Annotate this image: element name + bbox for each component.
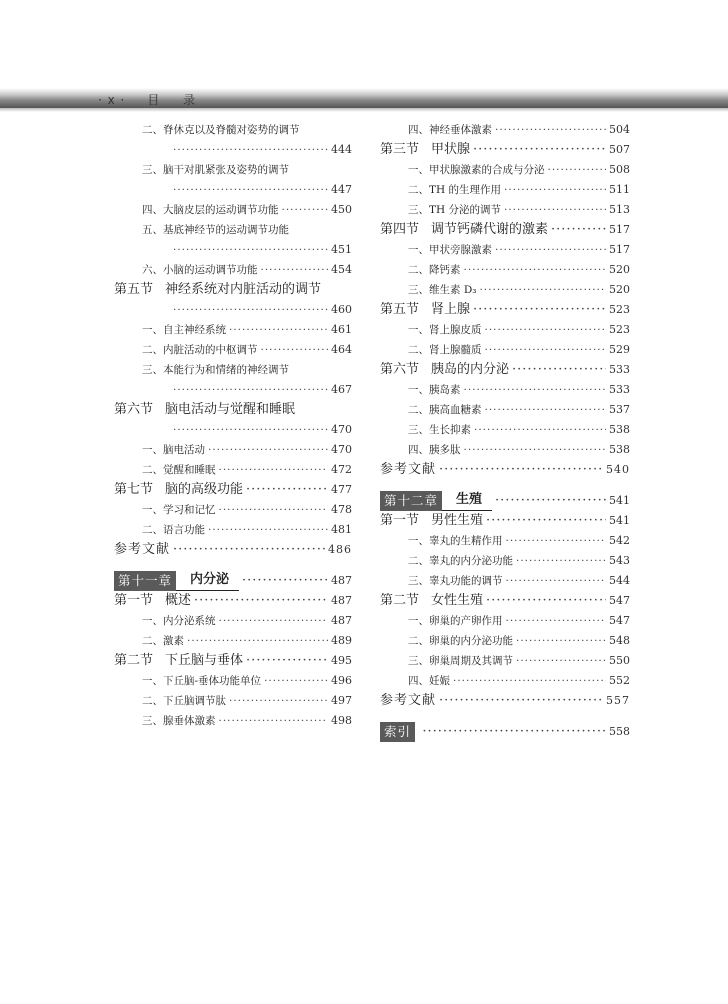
toc-entry-sec[interactable] xyxy=(380,140,630,160)
header-shadow xyxy=(0,108,728,112)
toc-entry-cont[interactable] xyxy=(114,240,352,260)
entry-title: 三、本能行为和情绪的神经调节 xyxy=(142,364,289,376)
section-title: 女性生殖 xyxy=(431,593,484,608)
toc-entry-sub[interactable] xyxy=(380,320,630,340)
entry-title: 参考文献 xyxy=(114,542,171,557)
section-number: 第二节 xyxy=(114,653,154,668)
page-ref: 533 xyxy=(609,383,630,396)
leader-dots xyxy=(464,440,607,460)
toc-entry-sub[interactable] xyxy=(114,611,352,631)
entry-title: 二、激素 xyxy=(142,635,184,647)
entry-title: 三、卵巢周期及其调节 xyxy=(408,655,513,667)
toc-entry-ref[interactable] xyxy=(380,691,630,711)
toc-entry-sub[interactable] xyxy=(380,160,630,180)
section-title: 男性生殖 xyxy=(431,513,484,528)
section-title: 胰岛的内分泌 xyxy=(431,362,510,377)
entry-title: 二、内脏活动的中枢调节 xyxy=(142,344,258,356)
leader-dots xyxy=(479,280,606,300)
toc-entry-sec[interactable] xyxy=(380,300,630,320)
toc-entry-sub[interactable] xyxy=(114,691,352,711)
toc-entry-sub[interactable] xyxy=(114,460,352,480)
section-number: 第六节 xyxy=(114,402,154,417)
entry-title: 三、维生素 D₃ xyxy=(408,284,477,296)
page-ref: 444 xyxy=(331,143,352,156)
entry-title: 四、神经垂体激素 xyxy=(408,124,492,136)
running-header xyxy=(98,91,205,108)
leader-dots xyxy=(548,160,607,180)
section-number: 第一节 xyxy=(114,593,154,608)
page-ref: 507 xyxy=(609,143,630,156)
leader-dots xyxy=(219,711,329,731)
toc-entry-sec[interactable] xyxy=(380,591,630,611)
toc-entry-sub[interactable] xyxy=(114,711,352,731)
toc-entry-sub[interactable] xyxy=(380,611,630,631)
leader-dots xyxy=(506,611,607,631)
chapter-title: 内分泌 xyxy=(176,571,239,591)
leader-dots xyxy=(439,691,603,711)
toc-entry-sub[interactable] xyxy=(380,671,630,691)
page-ref: 504 xyxy=(609,123,630,136)
leader-dots xyxy=(506,571,607,591)
leader-dots xyxy=(173,380,328,400)
toc-entry-sub[interactable] xyxy=(380,260,630,280)
leader-dots xyxy=(208,520,328,540)
entry-title: 二、降钙素 xyxy=(408,264,461,276)
toc-entry-cont[interactable] xyxy=(114,180,352,200)
page-ref: 520 xyxy=(609,263,630,276)
page-ref: 550 xyxy=(609,654,630,667)
page-ref: 517 xyxy=(609,223,630,236)
entry-title: 一、肾上腺皮质 xyxy=(408,324,482,336)
leader-dots xyxy=(464,380,607,400)
entry-title: 一、卵巢的产卵作用 xyxy=(408,615,503,627)
entry-title: 五、基底神经节的运动调节功能 xyxy=(142,224,289,236)
page-ref: 489 xyxy=(331,634,352,647)
section-title: 肾上腺 xyxy=(431,302,471,317)
page-ref: 460 xyxy=(331,303,352,316)
page-ref: 537 xyxy=(609,403,630,416)
toc-entry-sub[interactable] xyxy=(380,440,630,460)
entry-title: 二、脊休克以及脊髓对姿势的调节 xyxy=(142,124,300,136)
toc-entry-cont[interactable] xyxy=(114,380,352,400)
section-title: 脑电活动与觉醒和睡眠 xyxy=(165,402,296,417)
toc-entry-sub[interactable] xyxy=(114,520,352,540)
page-ref: 540 xyxy=(606,463,630,476)
toc-entry-sub[interactable] xyxy=(380,571,630,591)
section-number: 第七节 xyxy=(114,482,154,497)
toc-right-column xyxy=(380,120,630,742)
section-title: 甲状腺 xyxy=(431,142,471,157)
toc-entry-sec[interactable] xyxy=(114,591,352,611)
page-ref: 497 xyxy=(331,694,352,707)
leader-dots xyxy=(485,400,607,420)
leader-dots xyxy=(229,320,328,340)
leader-dots xyxy=(173,540,325,560)
page-ref: 511 xyxy=(609,183,630,196)
section-number: 第二节 xyxy=(380,593,420,608)
leader-dots xyxy=(173,300,328,320)
leader-dots xyxy=(219,460,329,480)
entry-title: 一、甲状腺激素的合成与分泌 xyxy=(408,164,545,176)
page-ref: 472 xyxy=(331,463,352,476)
page-ref: 467 xyxy=(331,383,352,396)
entry-title: 三、腺垂体激素 xyxy=(142,715,216,727)
page-ref: 454 xyxy=(331,263,352,276)
leader-dots xyxy=(504,200,606,220)
page-ref: 541 xyxy=(609,514,630,527)
page-ref: 478 xyxy=(331,503,352,516)
toc-entry-chapter[interactable] xyxy=(380,722,630,742)
entry-title: 三、脑干对肌紧张及姿势的调节 xyxy=(142,164,289,176)
page-ref: 533 xyxy=(609,363,630,376)
toc-entry-sub[interactable] xyxy=(114,340,352,360)
leader-dots xyxy=(439,460,603,480)
entry-title: 二、肾上腺髓质 xyxy=(408,344,482,356)
toc-entry-sub[interactable] xyxy=(114,220,352,240)
leader-dots xyxy=(516,551,606,571)
section-title: 调节钙磷代谢的激素 xyxy=(431,222,549,237)
page-ref: 557 xyxy=(606,694,630,707)
page-ref: 547 xyxy=(609,594,630,607)
page-ref: 451 xyxy=(331,243,352,256)
leader-dots xyxy=(173,180,328,200)
toc-entry-sub[interactable] xyxy=(114,500,352,520)
leader-dots xyxy=(422,722,606,742)
leader-dots xyxy=(486,591,606,611)
leader-dots xyxy=(173,140,328,160)
entry-title: 一、胰岛素 xyxy=(408,384,461,396)
leader-dots xyxy=(516,651,606,671)
toc-entry-sub[interactable] xyxy=(380,551,630,571)
leader-dots xyxy=(464,260,607,280)
leader-dots xyxy=(246,651,328,671)
leader-dots xyxy=(495,491,606,511)
leader-dots xyxy=(282,200,329,220)
entry-title: 二、卵巢的内分泌功能 xyxy=(408,635,513,647)
page-ref: 481 xyxy=(331,523,352,536)
toc-entry-ref[interactable] xyxy=(380,460,630,480)
toc-entry-sub[interactable] xyxy=(114,671,352,691)
page-ref: 495 xyxy=(331,654,352,667)
toc-entry-sub[interactable] xyxy=(380,280,630,300)
toc-entry-chapter[interactable] xyxy=(380,491,630,511)
toc-entry-sub[interactable] xyxy=(114,320,352,340)
toc-entry-sub[interactable] xyxy=(380,340,630,360)
entry-title: 参考文献 xyxy=(380,693,437,708)
toc-entry-sub[interactable] xyxy=(380,240,630,260)
page-ref: 548 xyxy=(609,634,630,647)
toc-entry-sub[interactable] xyxy=(380,380,630,400)
leader-dots xyxy=(453,671,606,691)
leader-dots xyxy=(516,631,606,651)
toc-entry-sub[interactable] xyxy=(380,120,630,140)
toc-entry-sub[interactable] xyxy=(114,440,352,460)
toc-entry-sec[interactable] xyxy=(114,480,352,500)
toc-entry-sec[interactable] xyxy=(380,220,630,240)
entry-title: 四、胰多肽 xyxy=(408,444,461,456)
entry-title: 参考文献 xyxy=(380,462,437,477)
leader-dots xyxy=(504,180,606,200)
page-ref: 558 xyxy=(609,725,630,738)
toc-entry-sub[interactable] xyxy=(380,531,630,551)
toc-left-column xyxy=(114,120,352,731)
leader-dots xyxy=(219,611,329,631)
entry-title: 一、甲状旁腺激素 xyxy=(408,244,492,256)
toc-entry-sub[interactable] xyxy=(114,631,352,651)
section-number: 第三节 xyxy=(380,142,420,157)
entry-title: 二、语言功能 xyxy=(142,524,205,536)
entry-title: 二、下丘脑调节肽 xyxy=(142,695,226,707)
leader-dots xyxy=(261,260,329,280)
toc-entry-sec[interactable] xyxy=(114,651,352,671)
header-title: 目 录 xyxy=(147,93,206,107)
page-number: · x · xyxy=(98,93,126,107)
toc-entry-sub[interactable] xyxy=(380,400,630,420)
page-ref: 542 xyxy=(609,534,630,547)
leader-dots xyxy=(473,300,606,320)
leader-dots xyxy=(474,420,606,440)
section-title: 神经系统对内脏活动的调节 xyxy=(165,282,322,297)
chapter-badge: 第十二章 xyxy=(380,491,442,511)
toc-entry-sub[interactable] xyxy=(114,120,352,140)
leader-dots xyxy=(486,511,606,531)
page-ref: 447 xyxy=(331,183,352,196)
page-ref: 487 xyxy=(331,614,352,627)
section-number: 第一节 xyxy=(380,513,420,528)
page-ref: 523 xyxy=(609,303,630,316)
leader-dots xyxy=(229,691,328,711)
toc-entry-ref[interactable] xyxy=(114,540,352,560)
entry-title: 三、睾丸功能的调节 xyxy=(408,575,503,587)
toc-entry-cont[interactable] xyxy=(114,300,352,320)
entry-title: 四、大脑皮层的运动调节功能 xyxy=(142,204,279,216)
leader-dots xyxy=(173,420,328,440)
entry-title: 一、脑电活动 xyxy=(142,444,205,456)
leader-dots xyxy=(473,140,606,160)
page-ref: 487 xyxy=(331,594,352,607)
page-ref: 544 xyxy=(609,574,630,587)
toc-entry-sec[interactable] xyxy=(380,511,630,531)
entry-title: 二、睾丸的内分泌功能 xyxy=(408,555,513,567)
entry-title: 一、学习和记忆 xyxy=(142,504,216,516)
section-title: 概述 xyxy=(165,593,192,608)
leader-dots xyxy=(512,360,606,380)
entry-title: 一、内分泌系统 xyxy=(142,615,216,627)
page-ref: 520 xyxy=(609,283,630,296)
section-number: 第五节 xyxy=(114,282,154,297)
page-ref: 486 xyxy=(328,543,352,556)
toc-entry-sub[interactable] xyxy=(380,631,630,651)
toc-entry-chapter[interactable] xyxy=(114,571,352,591)
leader-dots xyxy=(495,240,606,260)
section-number: 第六节 xyxy=(380,362,420,377)
toc-entry-cont[interactable] xyxy=(114,140,352,160)
page-ref: 464 xyxy=(331,343,352,356)
leader-dots xyxy=(551,220,606,240)
page-ref: 529 xyxy=(609,343,630,356)
leader-dots xyxy=(485,320,607,340)
chapter-title: 生殖 xyxy=(442,491,492,511)
page-ref: 461 xyxy=(331,323,352,336)
page-ref: 477 xyxy=(331,483,352,496)
entry-title: 一、下丘脑-垂体功能单位 xyxy=(142,675,262,687)
page-ref: 498 xyxy=(331,714,352,727)
toc-entry-sub[interactable] xyxy=(380,180,630,200)
leader-dots xyxy=(194,591,328,611)
page-ref: 538 xyxy=(609,423,630,436)
page-ref: 470 xyxy=(331,443,352,456)
page-ref: 450 xyxy=(331,203,352,216)
page-ref: 496 xyxy=(331,674,352,687)
toc-entry-cont[interactable] xyxy=(114,420,352,440)
entry-title: 一、自主神经系统 xyxy=(142,324,226,336)
entry-title: 二、TH 的生理作用 xyxy=(408,184,501,196)
page-ref: 547 xyxy=(609,614,630,627)
leader-dots xyxy=(264,671,328,691)
toc-entry-sub[interactable] xyxy=(380,651,630,671)
entry-title: 二、胰高血糖素 xyxy=(408,404,482,416)
toc-entry-sub[interactable] xyxy=(380,200,630,220)
leader-dots xyxy=(246,480,328,500)
page-ref: 538 xyxy=(609,443,630,456)
toc-entry-sub[interactable] xyxy=(114,260,352,280)
chapter-badge: 第十一章 xyxy=(114,571,176,591)
leader-dots xyxy=(485,340,607,360)
page-ref: 508 xyxy=(609,163,630,176)
toc-entry-sub[interactable] xyxy=(114,160,352,180)
toc-entry-sec[interactable] xyxy=(114,280,352,300)
leader-dots xyxy=(208,440,328,460)
page-ref: 470 xyxy=(331,423,352,436)
leader-dots xyxy=(506,531,607,551)
section-number: 第五节 xyxy=(380,302,420,317)
section-number: 第四节 xyxy=(380,222,420,237)
page-ref: 543 xyxy=(609,554,630,567)
entry-title: 四、妊娠 xyxy=(408,675,450,687)
section-title: 脑的高级功能 xyxy=(165,482,244,497)
section-title: 下丘脑与垂体 xyxy=(165,653,244,668)
page-ref: 541 xyxy=(609,494,630,507)
leader-dots xyxy=(495,120,606,140)
toc-entry-sec[interactable] xyxy=(380,360,630,380)
chapter-badge: 索引 xyxy=(380,722,415,742)
toc-entry-sec[interactable] xyxy=(114,400,352,420)
leader-dots xyxy=(173,240,328,260)
page-ref: 552 xyxy=(609,674,630,687)
page-ref: 487 xyxy=(331,574,352,587)
entry-title: 二、觉醒和睡眠 xyxy=(142,464,216,476)
entry-title: 三、TH 分泌的调节 xyxy=(408,204,501,216)
leader-dots xyxy=(242,571,328,591)
toc-entry-sub[interactable] xyxy=(114,360,352,380)
leader-dots xyxy=(187,631,328,651)
toc-entry-sub[interactable] xyxy=(114,200,352,220)
page-ref: 523 xyxy=(609,323,630,336)
page-ref: 513 xyxy=(609,203,630,216)
leader-dots xyxy=(261,340,329,360)
page-ref: 517 xyxy=(609,243,630,256)
entry-title: 六、小脑的运动调节功能 xyxy=(142,264,258,276)
toc-entry-sub[interactable] xyxy=(380,420,630,440)
leader-dots xyxy=(219,500,329,520)
entry-title: 三、生长抑素 xyxy=(408,424,471,436)
entry-title: 一、睾丸的生精作用 xyxy=(408,535,503,547)
